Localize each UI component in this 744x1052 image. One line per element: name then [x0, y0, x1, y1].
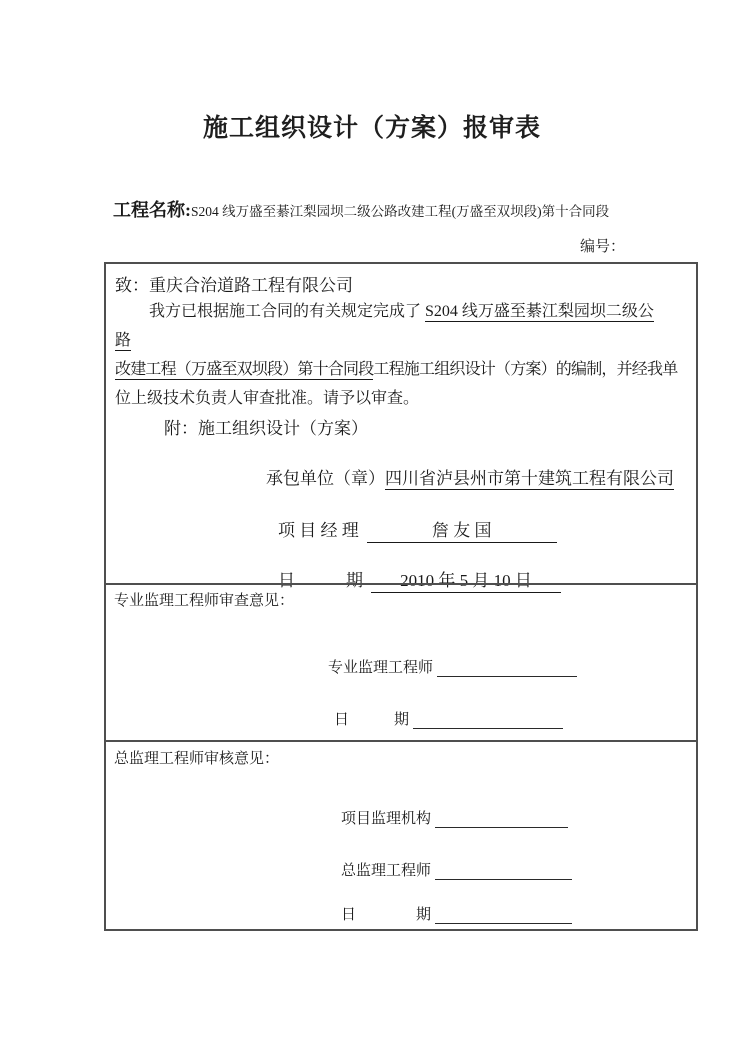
body-tail-2: 位上级技术负责人审查批准。请予以审查。: [115, 390, 420, 407]
page-title: 施工组织设计（方案）报审表: [202, 115, 541, 142]
attachment-line: 附：施工组织设计（方案）: [164, 419, 368, 438]
supervision-org-line: [341, 807, 568, 828]
chief-date-label: 日 期: [341, 907, 432, 923]
chief-date-line: [341, 903, 572, 924]
request-date-value: 2010 年 5 月 10 日: [371, 566, 561, 593]
number-label: 编号：: [580, 239, 626, 255]
contractor-label: 承包单位（章）: [266, 469, 385, 488]
supervisor-date-blank: [413, 713, 563, 729]
project-manager-signature-line: [278, 516, 557, 543]
body-underlined-project-2: 路: [115, 332, 132, 349]
chief-engineer-signature-line: [341, 859, 572, 880]
request-date-line: [278, 566, 561, 593]
supervisor-engineer-signature-line: [328, 656, 577, 677]
supervisor-date-line: [334, 708, 563, 729]
section-divider-2: [106, 740, 696, 742]
project-name-value: S204 线万盛至綦江梨园坝二级公路改建工程(万盛至双坝段)第十合同段: [191, 204, 610, 219]
to-label: 致：: [115, 276, 149, 295]
supervisor-date-label: 日 期: [334, 712, 410, 728]
project-name-label: 工程名称:: [113, 200, 191, 220]
contractor-value: 四川省泸县州市第十建筑工程有限公司: [385, 469, 674, 488]
project-manager-value: 詹 友 国: [367, 516, 557, 543]
body-tail-1: 工程施工组织设计（方案）的编制，并经我单: [373, 361, 678, 378]
body-line-4: [115, 384, 677, 413]
to-line: [115, 271, 353, 296]
supervisor-engineer-blank: [437, 661, 577, 677]
supervision-org-blank: [435, 812, 568, 828]
supervisor-engineer-label: 专业监理工程师: [328, 660, 434, 676]
contractor-signature-line: [266, 464, 674, 489]
section-divider-1: [106, 583, 696, 585]
body-line-3: [115, 355, 677, 384]
chief-opinion-heading: 总监理工程师审核意见：: [114, 751, 280, 767]
supervisor-opinion-heading: 专业监理工程师审查意见：: [114, 593, 295, 609]
to-value: 重庆合治道路工程有限公司: [149, 276, 353, 295]
supervision-org-label: 项目监理机构: [341, 811, 432, 827]
body-underlined-project-1: S204 线万盛至綦江梨园坝二级公: [425, 303, 654, 320]
approval-form-box: [104, 262, 698, 931]
body-underlined-project-3: 改建工程（万盛至双坝段）第十合同段: [115, 361, 374, 378]
body-prefix: 我方已根据施工合同的有关规定完成了: [149, 303, 426, 320]
request-date-label: 日 期: [278, 571, 363, 590]
project-manager-label: 项 目 经 理: [278, 521, 359, 540]
chief-date-blank: [435, 908, 572, 924]
body-line-1: [115, 297, 677, 326]
chief-engineer-label: 总监理工程师: [341, 863, 432, 879]
body-paragraph: [115, 297, 677, 413]
chief-engineer-blank: [435, 864, 572, 880]
body-line-2: [115, 326, 677, 355]
project-name-line: [113, 196, 609, 222]
